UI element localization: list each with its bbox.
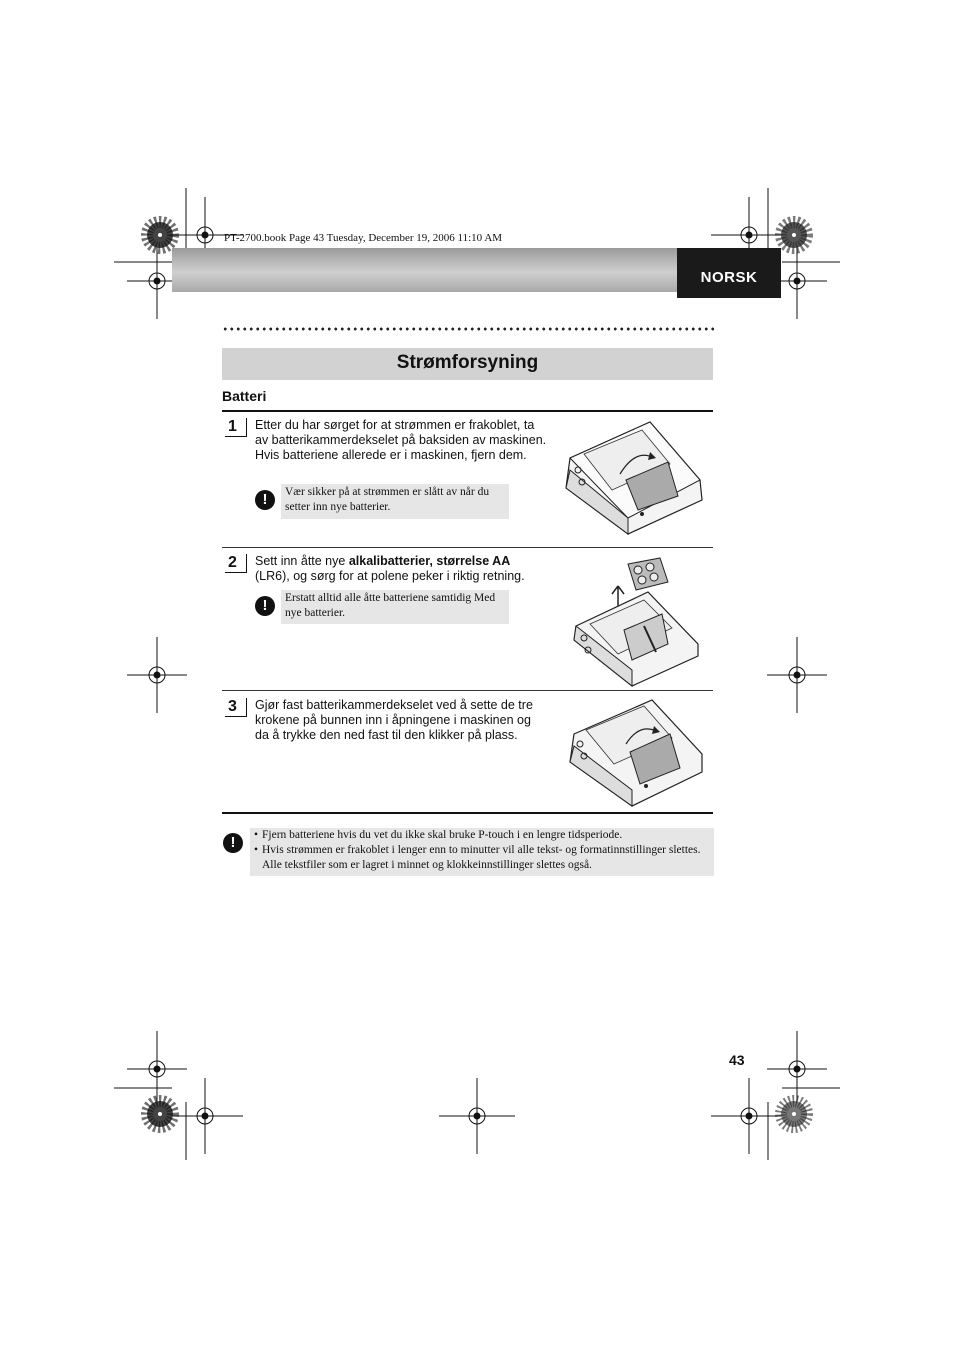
bottom-note xyxy=(250,828,714,876)
battery-cover-removal-illustration xyxy=(560,418,708,536)
file-header: PT-2700.book Page 43 Tuesday, December 19, 2006 11:10 AM xyxy=(224,232,503,244)
step-number: 1 xyxy=(225,418,247,437)
warning-icon: ! xyxy=(223,833,243,853)
step-note: Vær sikker på at strømmen er slått av når du setter inn nye batterier. xyxy=(281,484,509,519)
language-tab: NORSK xyxy=(677,248,781,298)
step-text-part: Sett inn åtte nye xyxy=(255,554,349,568)
rule xyxy=(222,547,713,548)
step-number: 3 xyxy=(225,698,247,717)
registration-mark-icon xyxy=(767,637,827,713)
step-text-bold: alkalibatterier, størrelse AA xyxy=(348,554,511,568)
rule xyxy=(222,690,713,691)
subsection-title: Batteri xyxy=(222,388,267,404)
step-note: Erstatt alltid alle åtte batteriene samtidig Med nye batterier. xyxy=(281,590,509,624)
registration-mark-icon xyxy=(439,1078,515,1154)
rule xyxy=(222,410,713,412)
step-text: Gjør fast batterikammerdekselet ved å sette de tre krokene på bunnen inn i åpningene i maskinen og da å trykke den ned fast til den klikker på plass. xyxy=(255,698,533,742)
starburst-mark-icon xyxy=(147,222,173,248)
battery-insertion-illustration xyxy=(568,556,708,688)
note-item: • Hvis strømmen er frakoblet i lenger enn to minutter vil alle tekst- og formatinnstillinger slettes. Alle tekstfiler som er lagret i minnet og klokkeinnstillinger slettes også. xyxy=(262,843,708,873)
registration-mark-icon xyxy=(127,637,187,713)
step-text: Etter du har sørget for at strømmen er frakoblet, ta av batterikammerdekselet på baksiden av maskinen. Hvis batteriene allerede er i maskinen, fjern dem. xyxy=(255,418,547,462)
warning-icon: ! xyxy=(255,596,275,616)
starburst-mark-icon xyxy=(781,222,807,248)
header-banner xyxy=(172,248,677,292)
step-text xyxy=(255,554,547,584)
note-item: • Fjern batteriene hvis du vet du ikke skal bruke P-touch i en lengre tidsperiode. xyxy=(262,828,708,843)
registration-mark-icon xyxy=(127,1031,187,1107)
page-number: 43 xyxy=(729,1052,745,1068)
section-title: Strømforsyning xyxy=(222,348,713,380)
step-number: 2 xyxy=(225,554,247,573)
step-text-part: (LR6), og sørg for at polene peker i riktig retning. xyxy=(255,569,525,583)
starburst-mark-icon xyxy=(147,1101,173,1127)
warning-icon: ! xyxy=(255,490,275,510)
dotted-divider xyxy=(222,326,714,332)
battery-cover-attach-illustration xyxy=(566,694,708,808)
rule xyxy=(222,812,713,814)
starburst-mark-icon xyxy=(781,1101,807,1127)
